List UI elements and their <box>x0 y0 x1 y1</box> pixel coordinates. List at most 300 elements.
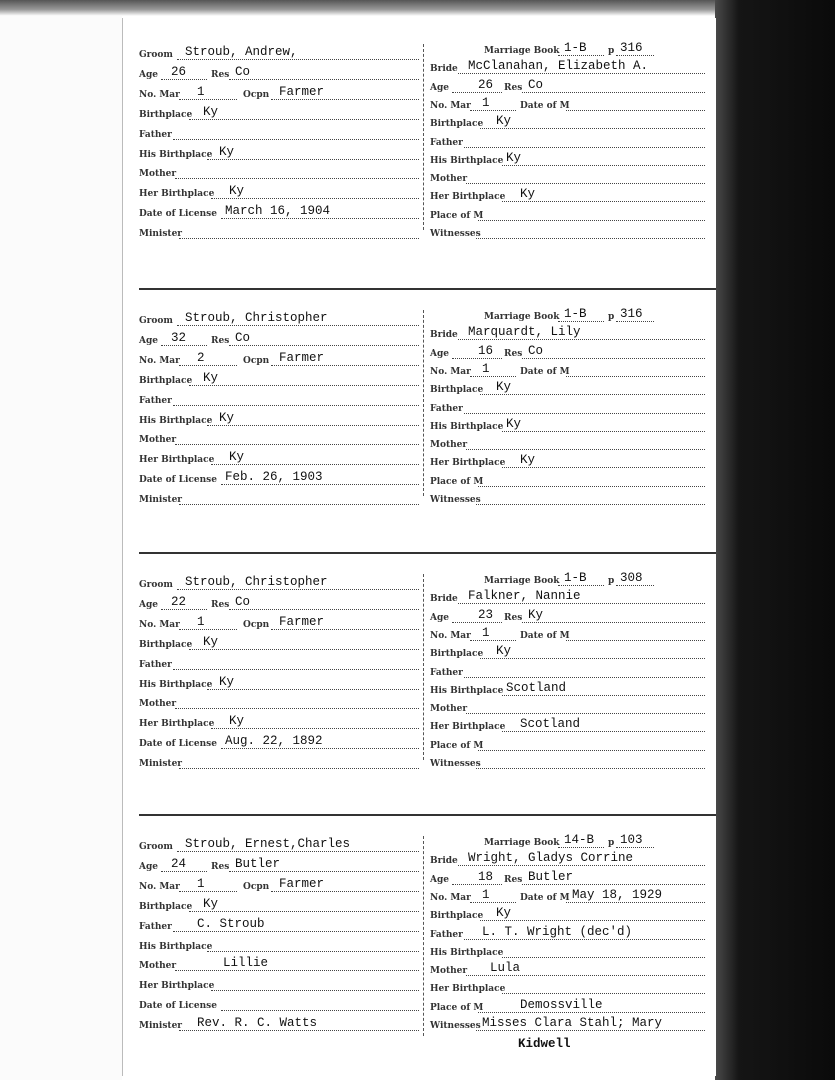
fill-line <box>502 165 705 166</box>
place-of-m-row <box>430 737 705 753</box>
groom-birthplace-value: Ky <box>203 105 219 119</box>
fill-line <box>466 975 705 976</box>
fill-line <box>480 394 705 395</box>
bride-page-value: 316 <box>620 41 643 55</box>
fill-line <box>522 622 705 623</box>
fill-line <box>464 413 705 414</box>
groom-no_mar-value: 1 <box>197 615 205 629</box>
birthplace-label: Birthplace <box>139 110 193 120</box>
fill-line <box>189 385 419 386</box>
fill-line <box>211 990 419 991</box>
mother-label: Mother <box>430 440 468 450</box>
age-res-row <box>139 66 419 82</box>
groom-name-value: Stroub, Andrew, <box>185 45 298 59</box>
marriage-book-row <box>430 572 705 588</box>
birthplace-row <box>430 115 705 131</box>
minister-row <box>139 1017 419 1033</box>
age-label: Age <box>430 875 450 885</box>
mother-label: Mother <box>139 699 177 709</box>
fill-line <box>452 884 502 885</box>
fill-line <box>189 911 419 912</box>
bride-her_birthplace-value: Ky <box>520 453 536 467</box>
fill-line <box>558 55 604 56</box>
res-label: Res <box>211 600 230 610</box>
scan-shadow-top <box>0 0 835 16</box>
groom-his_birthplace-value: Ky <box>219 411 235 425</box>
bride-his_birthplace-value: Ky <box>506 151 522 165</box>
groom-his_birthplace-value: Ky <box>219 145 235 159</box>
fill-line <box>466 449 705 450</box>
fill-line <box>502 731 705 732</box>
date-of-license-row <box>139 205 419 221</box>
bride-page-value: 316 <box>620 307 643 321</box>
minister-label: Minister <box>139 1021 183 1031</box>
minister-row <box>139 755 419 771</box>
date-of-license-label: Date of License <box>139 739 217 749</box>
father-label: Father <box>139 130 172 140</box>
birthplace-row <box>430 907 705 923</box>
groom-father-value: C. Stroub <box>197 917 265 931</box>
fill-line <box>229 79 419 80</box>
mother-row <box>430 170 705 186</box>
fill-line <box>271 365 419 366</box>
fill-line <box>221 218 419 219</box>
groom-label: Groom <box>139 50 173 60</box>
fill-line <box>558 585 604 586</box>
fill-line <box>502 993 705 994</box>
groom-name-value: Stroub, Ernest,Charles <box>185 837 351 851</box>
fill-line <box>179 238 419 239</box>
witnesses-label: Witnesses <box>430 229 481 239</box>
fill-line <box>470 640 516 641</box>
date-of-m-label: Date of M <box>520 631 570 641</box>
fill-line <box>179 629 237 630</box>
fill-line <box>478 220 705 221</box>
bride-label: Bride <box>430 330 458 340</box>
fill-line <box>476 504 705 505</box>
bride-age-value: 23 <box>478 608 494 622</box>
mother-row <box>139 165 419 181</box>
groom-res-value: Co <box>235 331 251 345</box>
fill-line <box>464 939 705 940</box>
fill-line <box>179 504 419 505</box>
fill-line <box>221 1010 419 1011</box>
his-birthplace-row <box>430 682 705 698</box>
mother-row <box>139 957 419 973</box>
her-birthplace-label: Her Birthplace <box>430 984 506 994</box>
mother-row <box>430 700 705 716</box>
his-birthplace-row <box>430 152 705 168</box>
fill-line <box>452 622 502 623</box>
fill-line <box>271 891 419 892</box>
bride-res-value: Butler <box>528 870 574 884</box>
father-label: Father <box>430 138 463 148</box>
no-mar-ocpn-row <box>139 616 419 632</box>
her-birthplace-row <box>139 451 419 467</box>
fill-line <box>566 640 705 641</box>
bride-row <box>430 590 705 606</box>
date-of-m-label: Date of M <box>520 101 570 111</box>
birthplace-label: Birthplace <box>430 911 484 921</box>
bride-age-value: 16 <box>478 344 494 358</box>
fill-line <box>464 147 705 148</box>
no-mar-ocpn-row <box>139 352 419 368</box>
place-of-m-label: Place of M <box>430 1003 484 1013</box>
fill-line <box>470 110 516 111</box>
fill-line <box>179 365 237 366</box>
no-mar-label: No. Mar <box>139 882 180 892</box>
res-label: Res <box>504 613 523 623</box>
bride-name-value: Marquardt, Lily <box>468 325 581 339</box>
her-birthplace-row <box>430 980 705 996</box>
place-of-m-row <box>430 999 705 1015</box>
fill-line <box>177 851 419 852</box>
age-label: Age <box>430 83 450 93</box>
fill-line <box>478 486 705 487</box>
groom-row <box>139 312 419 328</box>
fill-line <box>476 238 705 239</box>
fill-line <box>480 658 705 659</box>
his-birthplace-row <box>430 944 705 960</box>
fill-line <box>221 484 419 485</box>
groom-res-value: Butler <box>235 857 281 871</box>
no-mar-ocpn-row <box>139 878 419 894</box>
bride-res-value: Co <box>528 344 544 358</box>
groom-date_of_license-value: Feb. 26, 1903 <box>225 470 323 484</box>
record-divider <box>139 814 716 816</box>
fill-line <box>502 201 705 202</box>
father-row <box>430 400 705 416</box>
groom-name-value: Stroub, Christopher <box>185 311 328 325</box>
fill-line <box>470 376 516 377</box>
date-of-license-label: Date of License <box>139 209 217 219</box>
age-res-row <box>430 871 705 887</box>
her-birthplace-label: Her Birthplace <box>139 981 215 991</box>
bride-date_of_m-value: May 18, 1929 <box>572 888 663 902</box>
column-divider <box>423 44 425 230</box>
bride-his_birthplace-value: Scotland <box>506 681 567 695</box>
fill-line <box>616 585 654 586</box>
bride-res-value: Co <box>528 78 544 92</box>
mother-row <box>139 695 419 711</box>
age-label: Age <box>139 600 159 610</box>
fill-line <box>522 884 705 885</box>
bride-name-value: McClanahan, Elizabeth A. <box>468 59 649 73</box>
marriage-record-card: Groom Stroub, Andrew, Age 26 Res Co No. Mar 1 Ocpn Farmer Birthplace Ky Father His Birthplace Ky Mother Her Birthplace Ky Date of License March 16, 1904 Minister Marriage Book 1-B p 316 Bride McClanahan, Elizabeth A. Age 26 Res Co No. Mar 1 Date of M Birthplace Ky Father His Birthplace Ky Mother Her Birthplace Ky Place of M Witnesses Groom Stroub, Christopher Age 32 Res Co No. Mar 2 Ocpn Farmer Birthplace Ky Father His Birthplace Ky Mother Her Birthplace Ky Date of License Feb. 26, 1903 Minister Marriage Book 1-B p 316 Bride Marquardt, Lily Age 16 Res Co No. Mar 1 Date of M Birthplace Ky Father His Birthplace Ky Mother Her Birthplace Ky Place of M Witnesses Groom Stroub, Christopher Age 22 Res Co No. Mar 1 Ocpn Farmer Birthplace Ky Father His Birthplace Ky Mother Her Birthplace Ky Date of License Aug. 22, 1892 Minister Marriage Book 1-B p 308 Bride Falkner, Nannie Age 23 Res Ky No. Mar 1 Date of M Birthplace Ky Father His Birthplace Scotland Mother Her Birthplace Scotland Place of M Witnesses Groom Stroub, Ernest,Charles Age 24 Res Butler No. Mar 1 Ocpn Farmer Birthplace Ky Father C. Stroub His Birthplace Mother Lillie Her Birthplace Date of License Minister Rev. R. C. Watts Marriage Book 14-B p 103 Bride Wright, Gladys Corrine Age 18 Res Butler No. Mar 1 Date of M May 18, 1929 Birthplace Ky Father L. T. Wright (dec'd) His Birthplace Mother Lula Her Birthplace Place of M Demossville Witnesses Misses Clara Stahl; Mary Kidwell <box>122 18 716 1076</box>
no-mar-date-row <box>430 889 705 905</box>
groom-her_birthplace-value: Ky <box>229 714 245 728</box>
his-birthplace-row <box>139 938 419 954</box>
fill-line <box>175 178 419 179</box>
fill-line <box>271 629 419 630</box>
bride-name-value: Wright, Gladys Corrine <box>468 851 634 865</box>
bride-page-value: 103 <box>620 833 643 847</box>
date-of-license-row <box>139 471 419 487</box>
bride-no_mar-value: 1 <box>482 888 490 902</box>
age-res-row <box>430 609 705 625</box>
bride-book-value: 14-B <box>564 833 595 847</box>
column-divider <box>423 310 425 496</box>
marriage-book-label: Marriage Book <box>484 312 560 322</box>
groom-res-value: Co <box>235 595 251 609</box>
fill-line <box>161 79 207 80</box>
bride-place_of_m-value: Demossville <box>520 998 603 1012</box>
res-label: Res <box>211 70 230 80</box>
birthplace-label: Birthplace <box>430 119 484 129</box>
no-mar-label: No. Mar <box>139 356 180 366</box>
mother-label: Mother <box>139 169 177 179</box>
minister-label: Minister <box>139 495 183 505</box>
fill-line <box>207 159 419 160</box>
father-label: Father <box>430 404 463 414</box>
her-birthplace-label: Her Birthplace <box>430 192 506 202</box>
bride-row <box>430 852 705 868</box>
groom-her_birthplace-value: Ky <box>229 184 245 198</box>
fill-line <box>616 847 654 848</box>
date-of-m-label: Date of M <box>520 367 570 377</box>
marriage-book-row <box>430 308 705 324</box>
fill-line <box>173 139 419 140</box>
birthplace-label: Birthplace <box>139 376 193 386</box>
minister-label: Minister <box>139 759 183 769</box>
bride-birthplace-value: Ky <box>496 644 512 658</box>
groom-birthplace-value: Ky <box>203 635 219 649</box>
bride-no_mar-value: 1 <box>482 626 490 640</box>
fill-line <box>616 321 654 322</box>
his-birthplace-label: His Birthplace <box>430 156 504 166</box>
birthplace-label: Birthplace <box>139 640 193 650</box>
birthplace-row <box>139 636 419 652</box>
fill-line <box>522 358 705 359</box>
fill-line <box>179 1030 419 1031</box>
age-label: Age <box>430 613 450 623</box>
fill-line <box>458 865 705 866</box>
fill-line <box>179 768 419 769</box>
no-mar-date-row <box>430 97 705 113</box>
bride-age-value: 18 <box>478 870 494 884</box>
groom-row <box>139 46 419 62</box>
bride-page-value: 308 <box>620 571 643 585</box>
fill-line <box>470 902 516 903</box>
place-of-m-label: Place of M <box>430 477 484 487</box>
father-row <box>430 926 705 942</box>
ocpn-label: Ocpn <box>243 882 270 892</box>
bride-her_birthplace-value: Ky <box>520 187 536 201</box>
bride-label: Bride <box>430 64 458 74</box>
fill-line <box>522 92 705 93</box>
father-row <box>430 664 705 680</box>
page-margin-left <box>0 0 122 1080</box>
minister-row <box>139 225 419 241</box>
bride-mother-value: Lula <box>490 961 521 975</box>
bride-birthplace-value: Ky <box>496 906 512 920</box>
fill-line <box>229 871 419 872</box>
bride-father-value: L. T. Wright (dec'd) <box>482 925 633 939</box>
her-birthplace-label: Her Birthplace <box>139 455 215 465</box>
groom-age-value: 26 <box>171 65 187 79</box>
res-label: Res <box>504 349 523 359</box>
fill-line <box>480 920 705 921</box>
groom-date_of_license-value: Aug. 22, 1892 <box>225 734 323 748</box>
p-label: p <box>608 312 615 322</box>
groom-her_birthplace-value: Ky <box>229 450 245 464</box>
marriage-book-row <box>430 834 705 850</box>
groom-mother-value: Lillie <box>223 956 269 970</box>
father-row <box>139 656 419 672</box>
her-birthplace-label: Her Birthplace <box>430 722 506 732</box>
father-row <box>139 392 419 408</box>
his-birthplace-label: His Birthplace <box>139 942 213 952</box>
birthplace-row <box>430 381 705 397</box>
father-label: Father <box>139 922 172 932</box>
fill-line <box>478 1012 705 1013</box>
age-label: Age <box>139 862 159 872</box>
bride-book-value: 1-B <box>564 307 587 321</box>
no-mar-label: No. Mar <box>139 90 180 100</box>
date-of-m-label: Date of M <box>520 893 570 903</box>
res-label: Res <box>211 862 230 872</box>
groom-ocpn-value: Farmer <box>279 877 325 891</box>
fill-line <box>189 649 419 650</box>
father-row <box>139 126 419 142</box>
ocpn-label: Ocpn <box>243 620 270 630</box>
groom-label: Groom <box>139 842 173 852</box>
father-label: Father <box>139 660 172 670</box>
her-birthplace-row <box>139 185 419 201</box>
fill-line <box>173 669 419 670</box>
no-mar-label: No. Mar <box>430 893 471 903</box>
fill-line <box>458 339 705 340</box>
bride-book-value: 1-B <box>564 41 587 55</box>
no-mar-ocpn-row <box>139 86 419 102</box>
fill-line <box>177 589 419 590</box>
fill-line <box>221 748 419 749</box>
groom-row <box>139 838 419 854</box>
fill-line <box>161 609 207 610</box>
his-birthplace-row <box>430 418 705 434</box>
his-birthplace-label: His Birthplace <box>139 680 213 690</box>
fill-line <box>179 891 237 892</box>
fill-line <box>452 92 502 93</box>
fill-line <box>207 425 419 426</box>
no-mar-date-row <box>430 627 705 643</box>
fill-line <box>476 1030 705 1031</box>
her-birthplace-label: Her Birthplace <box>430 458 506 468</box>
place-of-m-label: Place of M <box>430 211 484 221</box>
fill-line <box>161 345 207 346</box>
groom-no_mar-value: 1 <box>197 877 205 891</box>
mother-row <box>430 962 705 978</box>
bride-label: Bride <box>430 594 458 604</box>
fill-line <box>458 603 705 604</box>
fill-line <box>175 708 419 709</box>
bride-birthplace-value: Ky <box>496 380 512 394</box>
fill-line <box>476 768 705 769</box>
his-birthplace-label: His Birthplace <box>139 150 213 160</box>
p-label: p <box>608 576 615 586</box>
column-divider <box>423 574 425 760</box>
record-divider <box>139 552 716 554</box>
minister-row <box>139 491 419 507</box>
bride-name-value: Falkner, Nannie <box>468 589 581 603</box>
place-of-m-row <box>430 207 705 223</box>
groom-date_of_license-value: March 16, 1904 <box>225 204 331 218</box>
fill-line <box>566 110 705 111</box>
father-label: Father <box>430 930 463 940</box>
mother-label: Mother <box>430 174 468 184</box>
witnesses-label: Witnesses <box>430 1021 481 1031</box>
record-divider <box>139 288 716 290</box>
fill-line <box>211 464 419 465</box>
bride-birthplace-value: Ky <box>496 114 512 128</box>
birthplace-label: Birthplace <box>430 385 484 395</box>
fill-line <box>502 431 705 432</box>
place-of-m-label: Place of M <box>430 741 484 751</box>
fill-line <box>173 405 419 406</box>
her-birthplace-label: Her Birthplace <box>139 719 215 729</box>
bride-label: Bride <box>430 856 458 866</box>
age-label: Age <box>430 349 450 359</box>
fill-line <box>558 847 604 848</box>
father-label: Father <box>430 668 463 678</box>
mother-row <box>430 436 705 452</box>
column-divider <box>423 836 425 1036</box>
res-label: Res <box>504 83 523 93</box>
birthplace-row <box>139 106 419 122</box>
witnesses-row <box>430 1017 705 1033</box>
father-label: Father <box>139 396 172 406</box>
fill-line <box>173 931 419 932</box>
fill-line <box>207 689 419 690</box>
no-mar-label: No. Mar <box>139 620 180 630</box>
fill-line <box>211 728 419 729</box>
fill-line <box>271 99 419 100</box>
bride-his_birthplace-value: Ky <box>506 417 522 431</box>
his-birthplace-row <box>139 412 419 428</box>
witnesses-label: Witnesses <box>430 759 481 769</box>
p-label: p <box>608 46 615 56</box>
date-of-license-row <box>139 735 419 751</box>
p-label: p <box>608 838 615 848</box>
groom-age-value: 24 <box>171 857 187 871</box>
bride-res-value: Ky <box>528 608 544 622</box>
father-row <box>430 134 705 150</box>
res-label: Res <box>211 336 230 346</box>
witnesses-row <box>430 225 705 241</box>
fill-line <box>452 358 502 359</box>
groom-res-value: Co <box>235 65 251 79</box>
mother-label: Mother <box>430 704 468 714</box>
bride-row <box>430 60 705 76</box>
groom-name-value: Stroub, Christopher <box>185 575 328 589</box>
fill-line <box>189 119 419 120</box>
fill-line <box>566 376 705 377</box>
fill-line <box>558 321 604 322</box>
fill-line <box>175 444 419 445</box>
groom-ocpn-value: Farmer <box>279 615 325 629</box>
mother-label: Mother <box>430 966 468 976</box>
marriage-book-row <box>430 42 705 58</box>
fill-line <box>616 55 654 56</box>
date-of-license-label: Date of License <box>139 1001 217 1011</box>
his-birthplace-label: His Birthplace <box>430 422 504 432</box>
birthplace-label: Birthplace <box>139 902 193 912</box>
his-birthplace-label: His Birthplace <box>139 416 213 426</box>
fill-line <box>478 750 705 751</box>
witnesses-row <box>430 755 705 771</box>
ocpn-label: Ocpn <box>243 90 270 100</box>
bride-her_birthplace-value: Scotland <box>520 717 581 731</box>
